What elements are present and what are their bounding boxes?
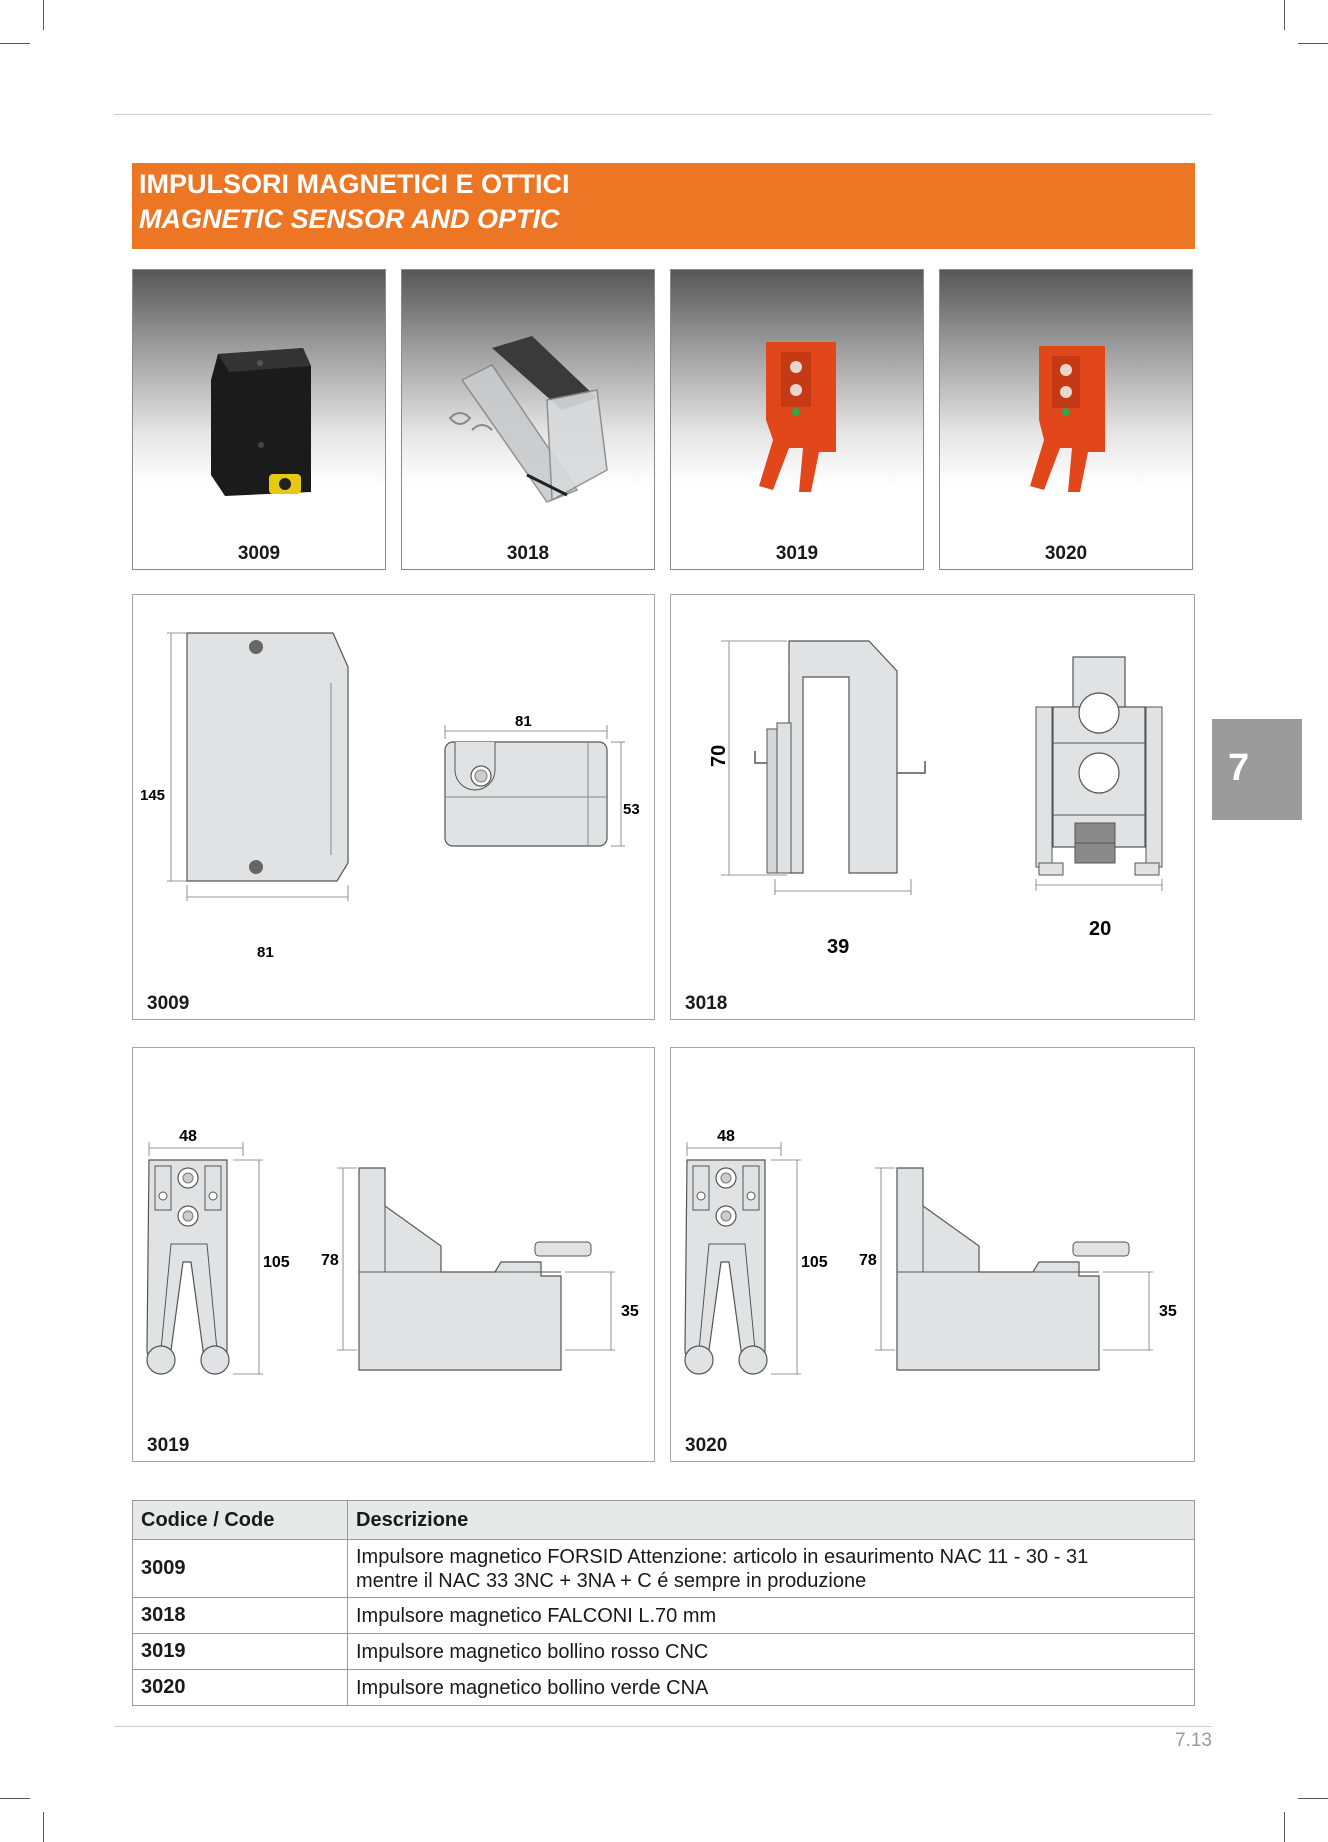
drawing-3018	[670, 594, 1195, 1020]
row-description: Impulsore magnetico bollino rosso CNC	[348, 1634, 1195, 1670]
product-photo-3018	[401, 269, 655, 570]
dimension-drawing	[133, 595, 656, 1021]
drawing-code: 3009	[147, 993, 190, 1014]
drawing-code: 3020	[685, 1435, 728, 1456]
row-code: 3018	[133, 1598, 348, 1634]
table-row	[133, 1670, 1195, 1706]
dimension-label: 20	[1089, 918, 1112, 940]
crop-mark	[43, 0, 44, 30]
dimension-label: 70	[708, 744, 730, 767]
dimension-drawing	[671, 595, 1196, 1021]
crop-mark	[1284, 1812, 1285, 1842]
row-description: Impulsore magnetico FALCONI L.70 mm	[348, 1598, 1195, 1634]
product-photo-3009	[132, 269, 386, 570]
page-number: 7.13	[1175, 1730, 1212, 1751]
drawing-code: 3018	[685, 993, 728, 1014]
dimension-label: 105	[801, 1254, 828, 1271]
dimension-label: 48	[179, 1128, 197, 1145]
product-code: 3018	[506, 543, 550, 564]
product-photo-3019	[670, 269, 924, 570]
red-fork-sensor-icon	[671, 270, 925, 571]
dimension-drawing	[671, 1048, 1196, 1463]
row-description-line: mentre il NAC 33 3NC + 3NA + C é sempre in produzione	[356, 1569, 867, 1592]
product-table	[132, 1500, 1195, 1706]
dimension-label: 35	[1159, 1303, 1177, 1320]
dimension-label: 35	[621, 1303, 639, 1320]
product-photo-3020	[939, 269, 1193, 570]
dimension-label: 105	[263, 1254, 290, 1271]
table-row	[133, 1598, 1195, 1634]
crop-mark	[1284, 0, 1285, 30]
drawing-3019	[132, 1047, 655, 1462]
drawing-3020	[670, 1047, 1195, 1462]
dimension-label: 39	[827, 936, 850, 958]
section-header	[132, 163, 1195, 249]
product-code: 3009	[237, 543, 281, 564]
dimension-label: 53	[623, 801, 640, 818]
section-title-en: MAGNETIC SENSOR AND OPTIC	[139, 204, 560, 234]
row-description	[348, 1540, 1195, 1598]
dimension-label: 78	[321, 1252, 339, 1269]
dimension-label: 81	[515, 713, 532, 730]
clear-bracket-sensor-icon	[402, 270, 656, 571]
dimension-label: 145	[140, 787, 166, 804]
red-fork-sensor-icon	[940, 270, 1194, 571]
crop-mark	[1298, 1798, 1328, 1799]
crop-mark	[1298, 43, 1328, 44]
crop-mark	[43, 1812, 44, 1842]
row-code: 3019	[133, 1634, 348, 1670]
section-title-it: IMPULSORI MAGNETICI E OTTICI	[139, 169, 570, 199]
drawing-code: 3019	[147, 1435, 190, 1456]
top-rule	[114, 114, 1212, 115]
table-row	[133, 1540, 1195, 1598]
row-code: 3020	[133, 1670, 348, 1706]
row-description-line: Impulsore magnetico FORSID Attenzione: articolo in esaurimento NAC 11 - 30 - 31	[356, 1545, 1089, 1568]
dimension-label: 81	[257, 944, 274, 961]
dimension-label: 78	[859, 1252, 877, 1269]
bottom-rule	[114, 1726, 1212, 1727]
row-description: Impulsore magnetico bollino verde CNA	[348, 1670, 1195, 1706]
crop-mark	[0, 1798, 30, 1799]
product-code: 3020	[1044, 543, 1088, 564]
dimension-label: 48	[717, 1128, 735, 1145]
chapter-tab: 7	[1212, 719, 1302, 820]
drawing-3009	[132, 594, 655, 1020]
product-code: 3019	[775, 543, 819, 564]
crop-mark	[0, 43, 30, 44]
column-header-description: Descrizione	[348, 1501, 1195, 1540]
table-header-row	[133, 1501, 1195, 1540]
row-code: 3009	[133, 1540, 348, 1598]
table-row	[133, 1634, 1195, 1670]
dimension-drawing	[133, 1048, 656, 1463]
column-header-code: Codice / Code	[133, 1501, 348, 1540]
black-sensor-block-icon	[133, 270, 387, 571]
